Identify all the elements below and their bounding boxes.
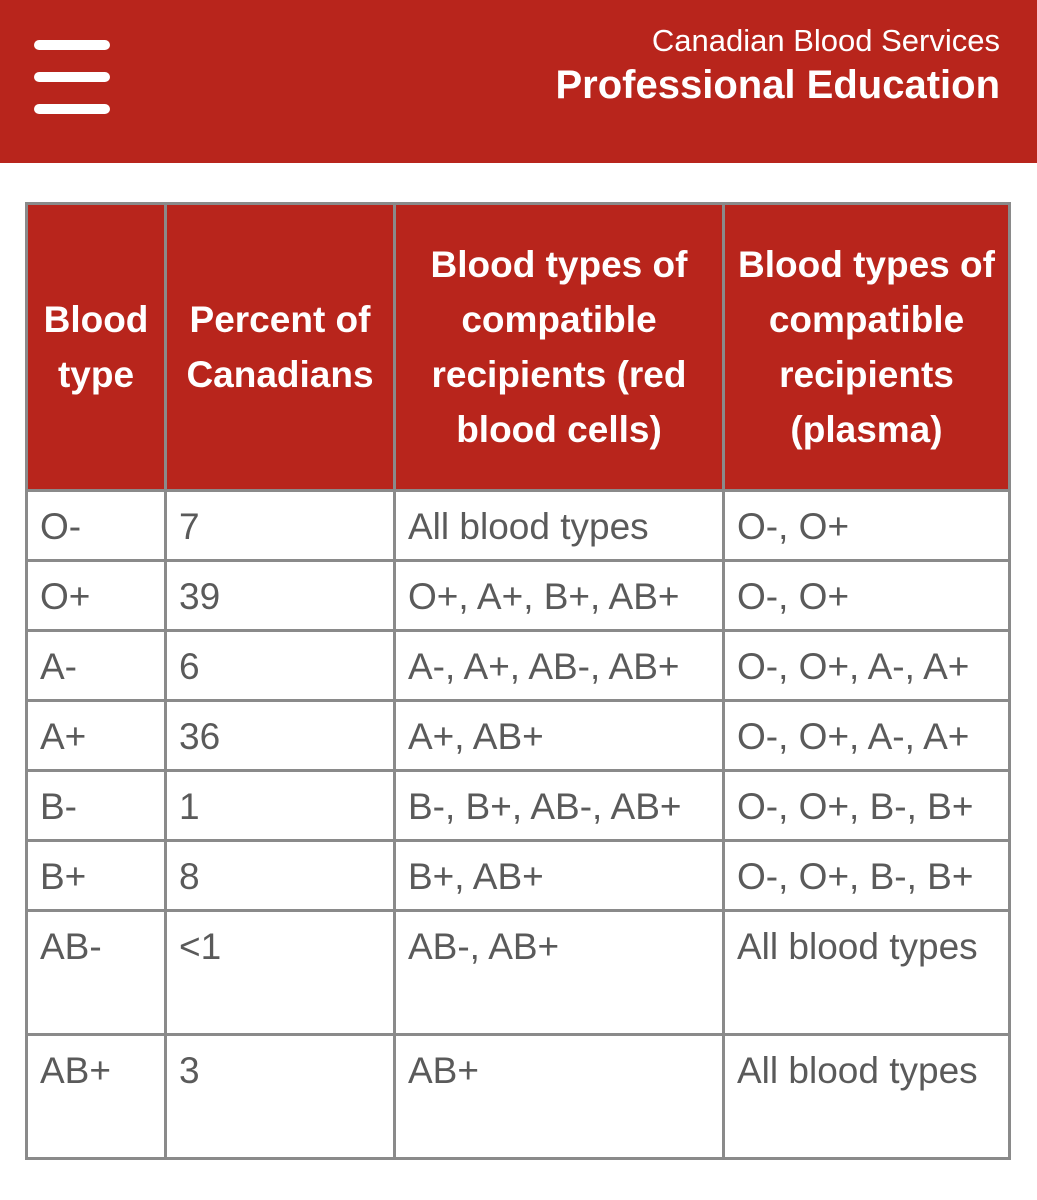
table-row: [28, 702, 1008, 769]
cell-blood-type: AB-: [28, 912, 164, 1033]
cell-blood-type: AB+: [28, 1036, 164, 1157]
cell-percent: 1: [167, 772, 393, 839]
table-row: [28, 492, 1008, 559]
cell-rbc-recipients: A-, A+, AB-, AB+: [396, 632, 722, 699]
table-row: [28, 912, 1008, 1033]
cell-percent: 8: [167, 842, 393, 909]
page-title: Professional Education: [555, 63, 1000, 107]
cell-blood-type: O+: [28, 562, 164, 629]
cell-plasma-recipients: All blood types: [725, 912, 1008, 1033]
cell-rbc-recipients: A+, AB+: [396, 702, 722, 769]
cell-rbc-recipients: B+, AB+: [396, 842, 722, 909]
cell-plasma-recipients: All blood types: [725, 1036, 1008, 1157]
table-row: [28, 842, 1008, 909]
hamburger-menu-icon[interactable]: [34, 40, 110, 116]
site-brand[interactable]: [555, 22, 1000, 109]
table-row: [28, 772, 1008, 839]
column-header-rbc-recipients: Blood types of compatible recipients (red blood cells): [396, 205, 722, 489]
column-header-blood-type: Blood type: [28, 205, 164, 489]
column-header-percent: Percent of Canadians: [167, 205, 393, 489]
table-row: [28, 1036, 1008, 1157]
blood-type-compatibility-table: [25, 202, 1011, 1160]
cell-plasma-recipients: O-, O+, A-, A+: [725, 702, 1008, 769]
cell-percent: 36: [167, 702, 393, 769]
org-name: Canadian Blood Services: [651, 23, 1000, 58]
table-row: [28, 632, 1008, 699]
menu-icon-bar: [34, 104, 110, 114]
cell-percent: 39: [167, 562, 393, 629]
cell-blood-type: B+: [28, 842, 164, 909]
site-header: [0, 0, 1037, 163]
cell-blood-type: O-: [28, 492, 164, 559]
cell-blood-type: B-: [28, 772, 164, 839]
cell-rbc-recipients: AB-, AB+: [396, 912, 722, 1033]
menu-icon-bar: [34, 40, 110, 50]
cell-percent: 3: [167, 1036, 393, 1157]
menu-icon-bar: [34, 72, 110, 82]
cell-percent: <1: [167, 912, 393, 1033]
cell-blood-type: A-: [28, 632, 164, 699]
cell-rbc-recipients: O+, A+, B+, AB+: [396, 562, 722, 629]
cell-plasma-recipients: O-, O+, B-, B+: [725, 842, 1008, 909]
cell-plasma-recipients: O-, O+, A-, A+: [725, 632, 1008, 699]
cell-plasma-recipients: O-, O+: [725, 492, 1008, 559]
table-header-row: [28, 205, 1008, 489]
cell-rbc-recipients: AB+: [396, 1036, 722, 1157]
table-row: [28, 562, 1008, 629]
cell-rbc-recipients: All blood types: [396, 492, 722, 559]
cell-plasma-recipients: O-, O+: [725, 562, 1008, 629]
cell-percent: 7: [167, 492, 393, 559]
cell-plasma-recipients: O-, O+, B-, B+: [725, 772, 1008, 839]
cell-blood-type: A+: [28, 702, 164, 769]
cell-percent: 6: [167, 632, 393, 699]
column-header-plasma-recipients: Blood types of compatible recipients (plasma): [725, 205, 1008, 489]
cell-rbc-recipients: B-, B+, AB-, AB+: [396, 772, 722, 839]
